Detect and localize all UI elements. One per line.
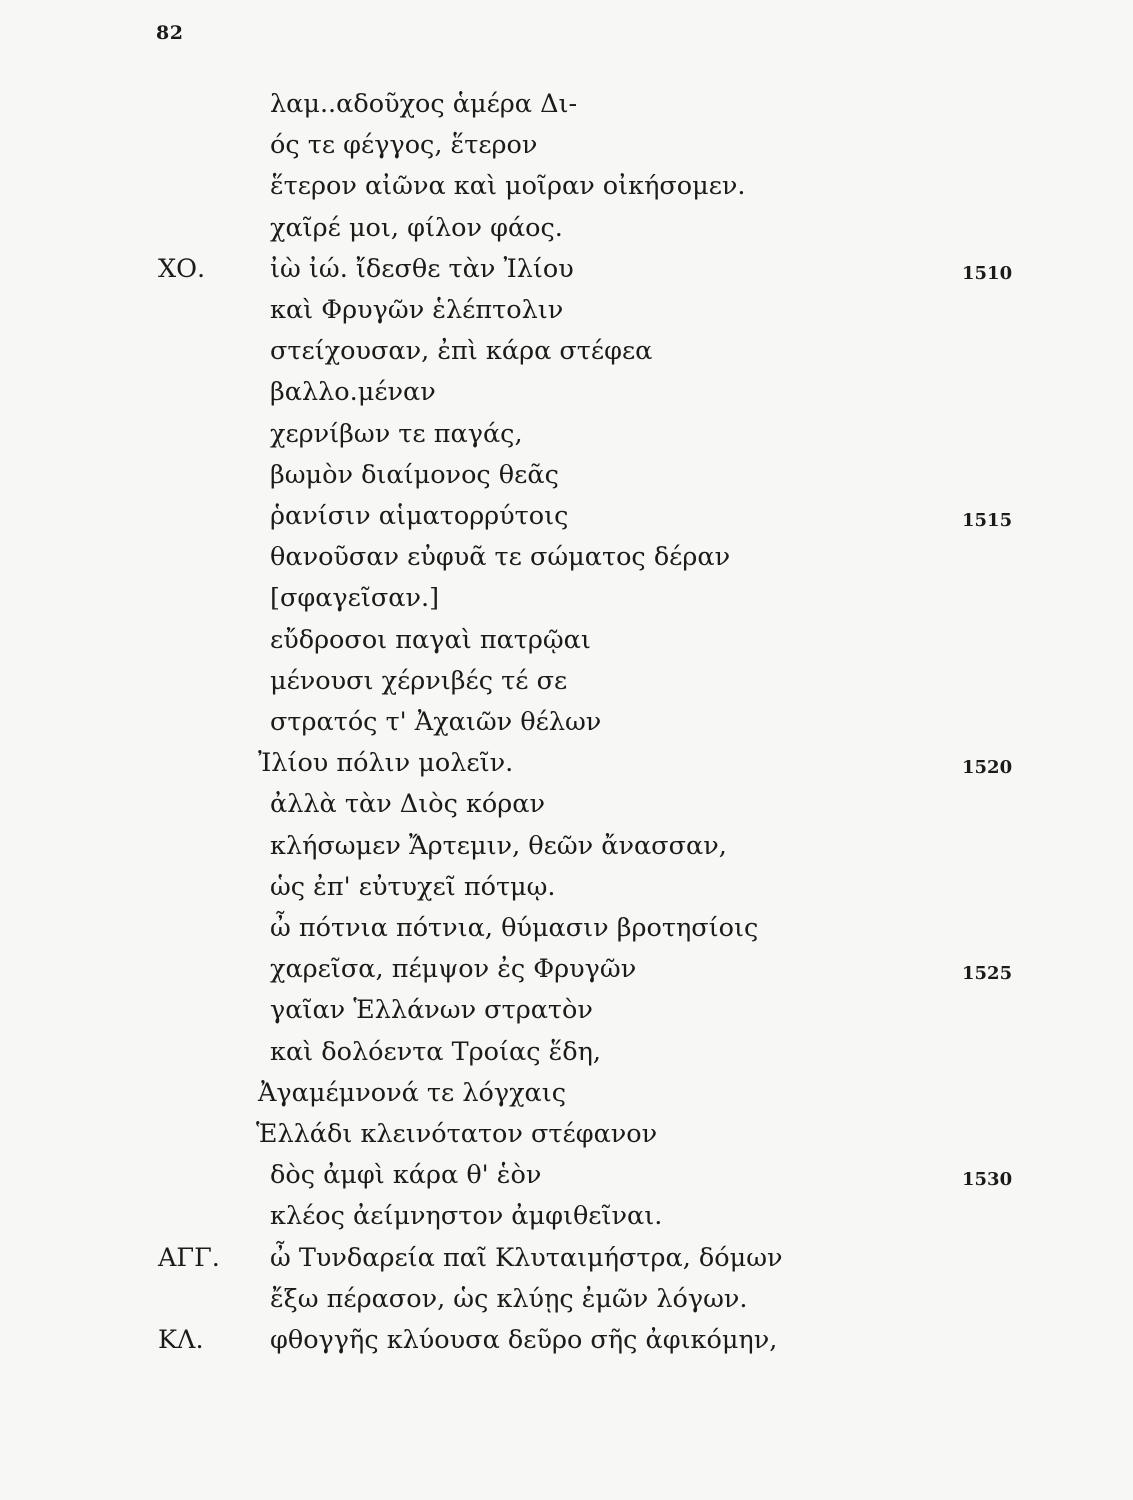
verse-line: χαῖρέ μοι, φίλον φάος. <box>270 213 563 243</box>
line-number: 1515 <box>962 510 1013 531</box>
verse-line: ἔξω πέρασον, ὡς κλύῃς ἐμῶν λόγων. <box>270 1284 748 1314</box>
line-number: 1510 <box>962 263 1013 284</box>
line-number: 1525 <box>962 963 1013 984</box>
verse-line: κλέος ἀείμνηστον ἀμφιθεῖναι. <box>270 1201 663 1231</box>
verse-line: ός τε φέγγος, ἕτερον <box>270 130 538 160</box>
verse-line: θανοῦσαν εὐφυᾶ τε σώματος δέραν <box>270 542 731 572</box>
verse-line: γαῖαν Ἑλλάνων στρατὸν <box>270 995 593 1025</box>
verse-line: Ἀγαμέμνονά τε λόγχαις <box>258 1078 567 1108</box>
verse-line: ῥανίσιν αἱματορρύτοις <box>270 501 569 531</box>
verse-line: καὶ Φρυγῶν ἑλέπτολιν <box>270 295 564 325</box>
page-number: 82 <box>156 22 184 44</box>
verse-line: στείχουσαν, ἐπὶ κάρα στέφεα <box>270 336 653 366</box>
verse-line: ὦ Τυνδαρεία παῖ Κλυταιμήστρα, δόμων <box>270 1243 783 1273</box>
speaker-label: ΚΛ. <box>158 1325 204 1355</box>
verse-line: φθογγῆς κλύουσα δεῦρο σῆς ἀφικόμην, <box>270 1325 778 1355</box>
verse-line: εὔδροσοι παγαὶ πατρῷαι <box>270 625 591 655</box>
verse-line: ὦ πότνια πότνια, θύμασιν βροτησίοις <box>270 913 759 943</box>
speaker-label: ΑΓΓ. <box>158 1243 220 1273</box>
verse-line: ἰὼ ἰώ. ἴδεσθε τὰν Ἰλίου <box>270 254 574 284</box>
verse-line: καὶ δολόεντα Τροίας ἕδη, <box>270 1037 602 1067</box>
verse-line: ὡς ἐπ' εὐτυχεῖ πότμῳ. <box>270 872 556 902</box>
verse-line: Ἑλλάδι κλεινότατον στέφανον <box>256 1119 658 1149</box>
verse-line: χαρεῖσα, πέμψον ἐς Φρυγῶν <box>270 954 637 984</box>
line-number: 1520 <box>962 757 1013 778</box>
verse-line: βωμὸν διαίμονος θεᾶς <box>270 460 559 490</box>
verse-line: στρατός τ' Ἀχαιῶν θέλων <box>270 707 602 737</box>
verse-line: βαλλο.μέναν <box>270 377 436 407</box>
verse-line: Ἰλίου πόλιν μολεῖν. <box>258 748 514 778</box>
verse-line: ἕτερον αἰῶνα καὶ μοῖραν οἰκήσομεν. <box>270 171 746 201</box>
verse-line: μένουσι χέρνιβές τέ σε <box>270 666 568 696</box>
verse-line: ἀλλὰ τὰν Διὸς κόραν <box>270 789 545 819</box>
speaker-label: ΧΟ. <box>158 254 206 284</box>
verse-line: δὸς ἀμφὶ κάρα θ' ἑὸν <box>270 1160 542 1190</box>
line-number: 1530 <box>962 1169 1013 1190</box>
verse-line: [σφαγεῖσαν.] <box>270 583 440 613</box>
verse-line: χερνίβων τε παγάς, <box>270 419 523 449</box>
verse-line: λαμ..αδοῦχος ἁμέρα Δι- <box>270 89 578 119</box>
verse-line: κλήσωμεν Ἄρτεμιν, θεῶν ἄνασσαν, <box>270 831 727 861</box>
